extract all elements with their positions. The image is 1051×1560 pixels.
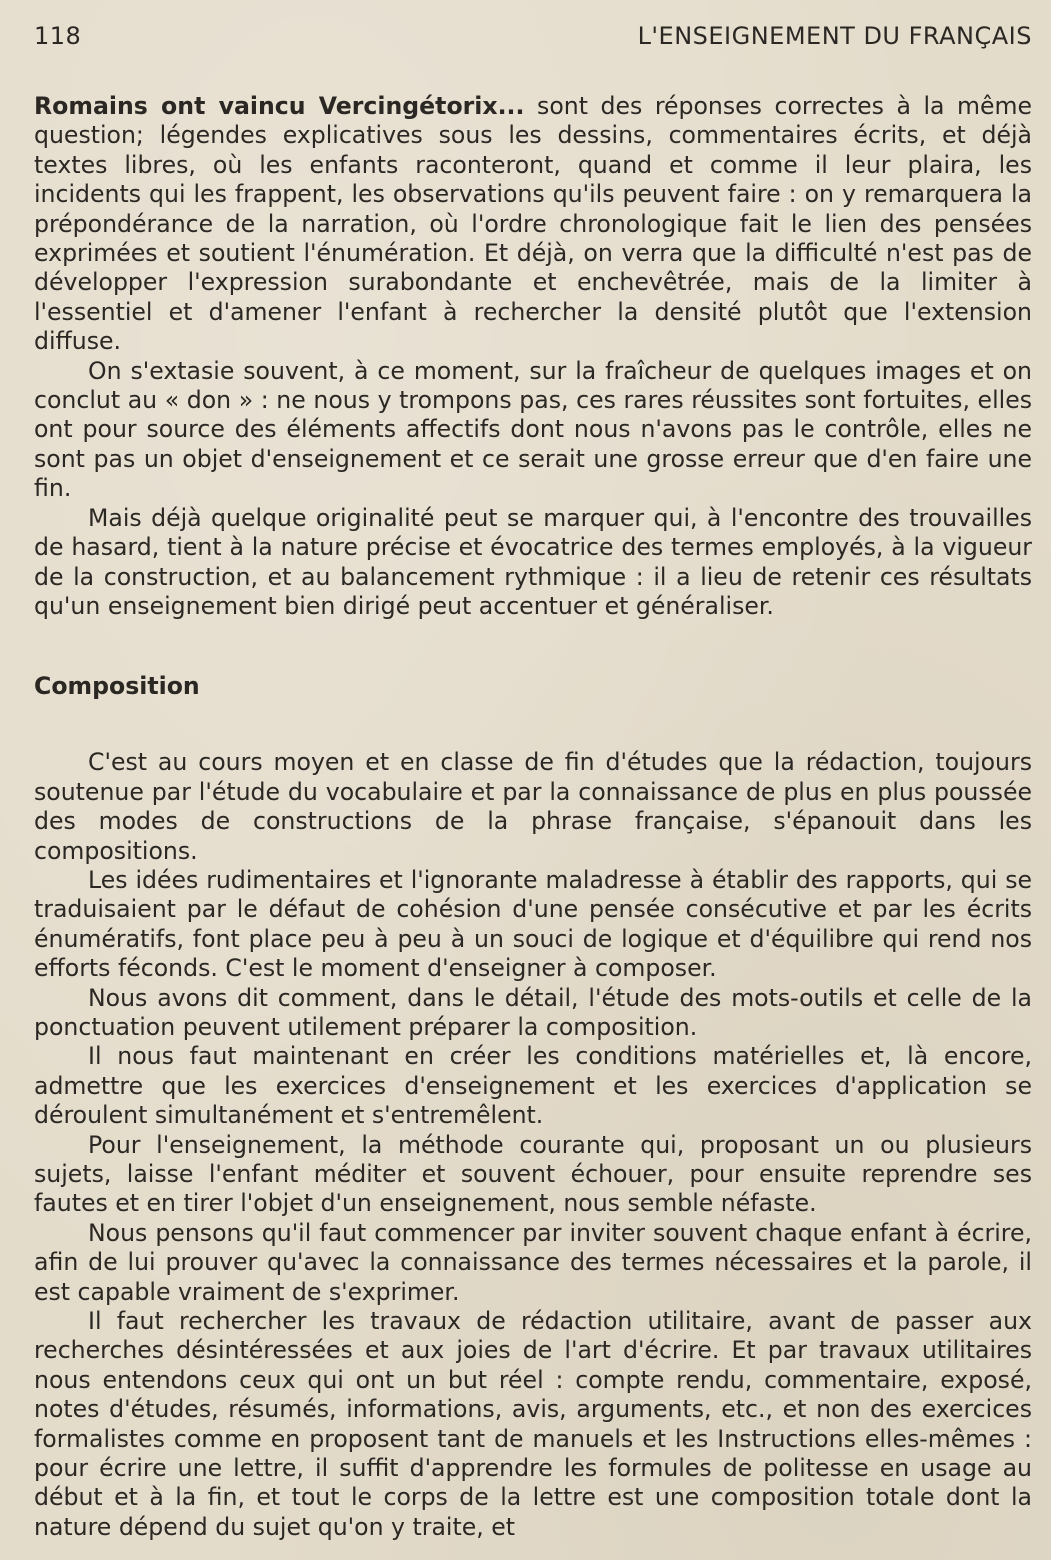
paragraph: Mais déjà quelque originalité peut se marquer qui, à l'encontre des trouvailles de hasard, tient à la nature précise et évocatrice des termes employés, à la vigueur de la construction, et au balancement rythmique : il a lieu de retenir ces résultats qu'un enseignement bien dirigé peut accentuer et généraliser. (34, 503, 1032, 620)
page-number: 118 (34, 22, 82, 50)
paragraph: Les idées rudimentaires et l'ignorante maladresse à établir des rapports, qui se traduisaient par le défaut de cohésion d'une pensée consécutive et par les écrits énumératifs, font place peu à peu à un souci de logique et d'équilibre qui rend nos efforts féconds. C'est le moment d'enseigner à composer. (34, 865, 1032, 983)
paragraph: Nous avons dit comment, dans le détail, l'étude des mots-outils et celle de la ponctuation peuvent utilement préparer la composition. (34, 983, 1032, 1041)
paragraph-continued (34, 92, 1032, 357)
book-page (34, 18, 1032, 1558)
paragraph: On s'extasie souvent, à ce moment, sur la fraîcheur de quelques images et on conclut au « don » : ne nous y trompons pas, ces rares réussites sont fortuites, elles ont pour source des éléments affectifs dont nous n'avons pas le contrôle, elles ne sont pas un objet d'enseignement et ce serait une grosse erreur que d'en faire une fin. (34, 356, 1032, 503)
paragraph: Pour l'enseignement, la méthode courante qui, proposant un ou plusieurs sujets, laisse l'enfant méditer et souvent échouer, pour ensuite reprendre ses fautes et en tirer l'objet d'un enseignement, nous semble néfaste. (34, 1130, 1032, 1218)
section-heading: Composition (34, 672, 200, 701)
lead-bold-phrase: Romains ont vaincu Vercingétorix... (34, 92, 525, 120)
paragraph: Il faut rechercher les travaux de rédaction utilitaire, avant de passer aux recherches désintéressées et aux joies de l'art d'écrire. Et par travaux utilitaires nous entendons ceux qui ont un but réel : compte rendu, commentaire, exposé, notes d'études, résumés, informations, avis, arguments, etc., et non des exercices formalistes comme en proposent tant de manuels et les Instructions elles-mêmes : pour écrire une lettre, il suffit d'apprendre les formules de politesse en usage au début et à la fin, et tout le corps de la lettre est une composition totale dont la nature dépend du sujet qu'on y traite, et (34, 1307, 1032, 1541)
running-title: L'ENSEIGNEMENT DU FRANÇAIS (637, 22, 1032, 50)
paragraph: C'est au cours moyen et en classe de fin d'études que la rédaction, toujours soutenue par l'étude du vocabulaire et par la connaissance de plus en plus poussée des modes de constructions de la phrase française, s'épanouit dans les compositions. (34, 748, 1032, 865)
paragraph: Il nous faut maintenant en créer les conditions matérielles et, là encore, admettre que les exercices d'enseignement et les exercices d'application se déroulent simultanément et s'entremêlent. (34, 1042, 1032, 1130)
paragraph: Nous pensons qu'il faut commencer par inviter souvent chaque enfant à écrire, afin de lui prouver qu'avec la connaissance des termes nécessaires et la parole, il est capable vraiment de s'exprimer. (34, 1218, 1032, 1306)
body-text (34, 92, 1032, 1542)
running-head (34, 18, 1032, 58)
paragraph-text: sont des réponses correctes à la même question; légendes explicatives sous les dessins, commentaires écrits, et déjà textes libres, où les enfants raconteront, quand et comme il leur plaira, les incidents qui les frappent, les observations qu'ils peuvent faire : on y remarquera la prépondérance de la narration, où l'ordre chronologique fait le lien des pensées exprimées et soutient l'énumération. Et déjà, on verra que la difficulté n'est pas de développer l'expression surabondante et enchevêtrée, mais de la limiter à l'essentiel et d'amener l'enfant à rechercher la densité plutôt que l'extension diffuse. (34, 92, 1032, 356)
